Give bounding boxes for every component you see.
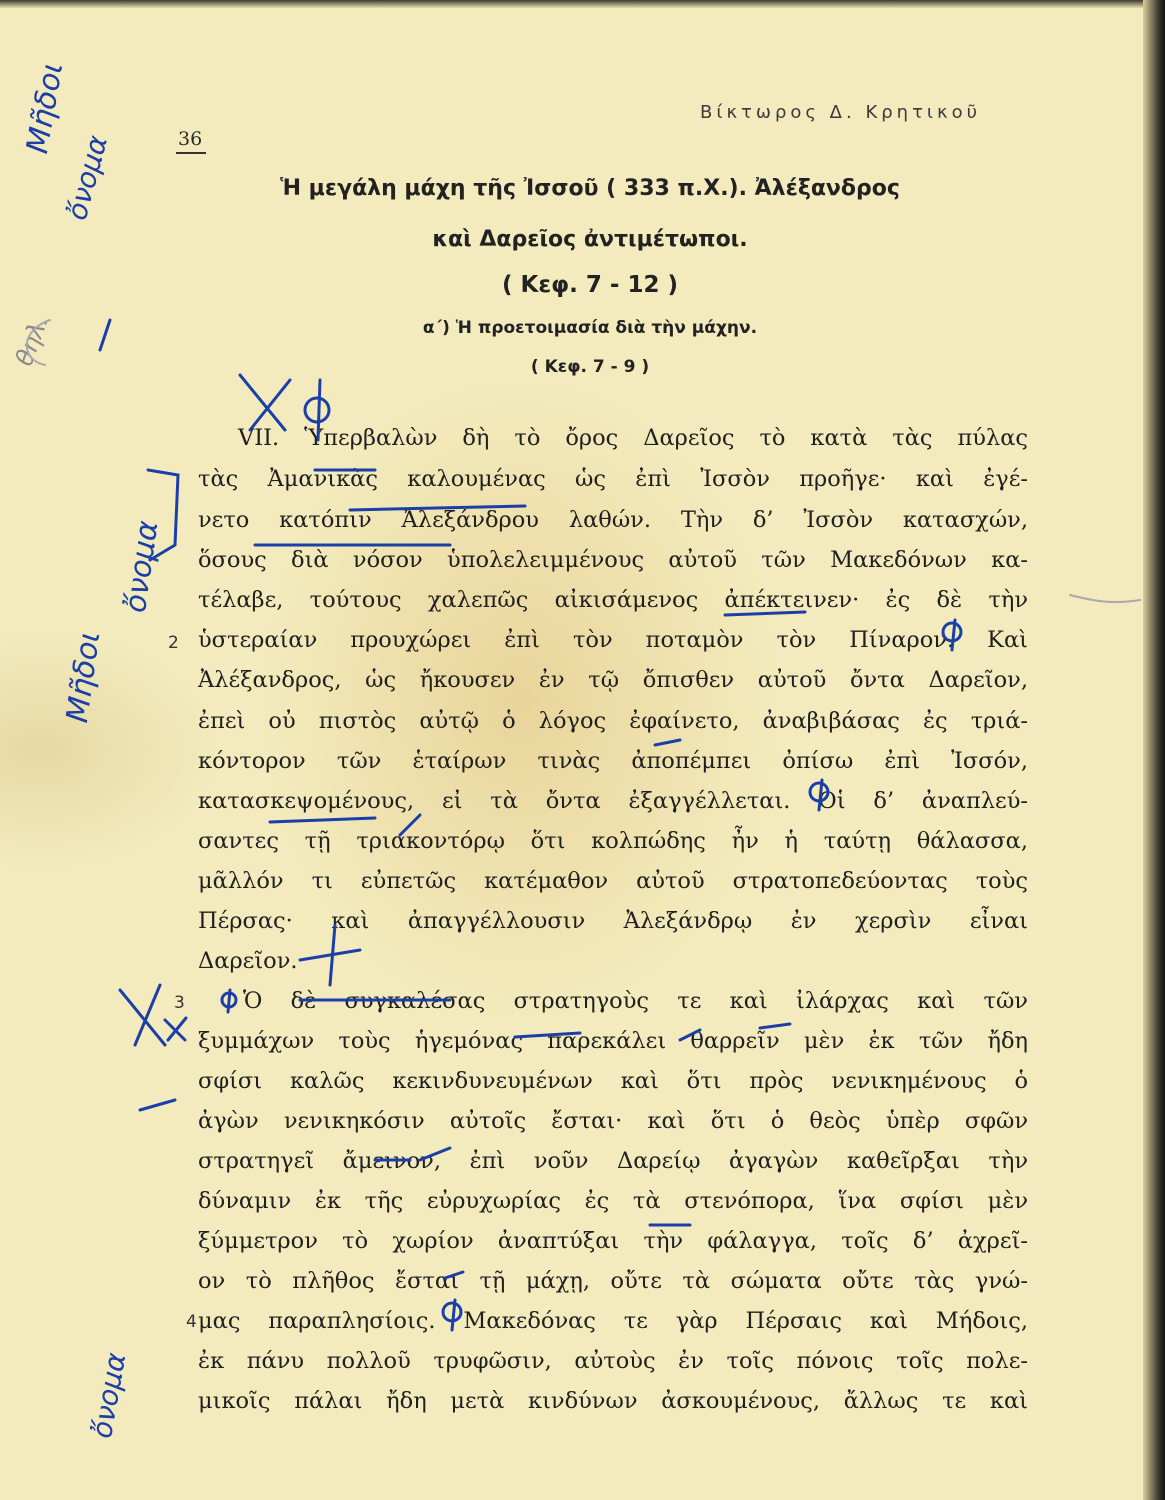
handwritten-note: ὄνομα (85, 1350, 133, 1441)
text-line: μικοῖς πάλαι ἤδη μετὰ κινδύνων ἀσκουμένους, ἄλλως τε καὶ (198, 1388, 1028, 1414)
text-line: μᾶλλόν τι εὐπετῶς κατέμαθον αὐτοῦ στρατοπεδεύοντας τοὺς (198, 868, 1028, 894)
text-line: τέλαβε, τούτους χαλεπῶς αἰκισάμενος ἀπέκτεινεν· ἐς δὲ τὴν (198, 587, 1028, 613)
text-line: ἐκ πάνυ πολλοῦ τρυφῶσιν, αὐτοὺς ἐν τοῖς πόνοις τοῖς πολε- (198, 1348, 1028, 1374)
section-number-2: 2 (168, 633, 179, 653)
text-line: ἐπεὶ οὐ πιστὸς αὐτῷ ὁ λόγος ἐφαίνετο, ἀναβιβάσας ἐς τριά- (198, 708, 1028, 734)
pencil-note: θηλ. (10, 311, 55, 370)
phi-mark-icon (222, 990, 236, 1012)
text-line: VII. Ὑπερβαλὼν δὴ τὸ ὄρος Δαρεῖος τὸ κατὰ τὰς πύλας (238, 425, 1028, 451)
chapter-title-line-1: Ἡ μεγάλη μάχη τῆς Ἰσσοῦ ( 333 π.Χ.). Ἀλέξανδρος (280, 176, 900, 201)
running-head: Βίκτωρος Δ. Κρητικοῦ (700, 102, 982, 123)
text-line: Πέρσας· καὶ ἀπαγγέλλουσιν Ἀλεξάνδρῳ ἐν χερσὶν εἶναι (198, 908, 1028, 934)
text-line: νετο κατόπιν Ἀλεξάνδρου λαθών. Τὴν δ’ Ἰσσὸν κατασχών, (198, 507, 1028, 533)
phi-mark-icon (810, 780, 828, 810)
phi-mark-icon (305, 380, 329, 440)
phi-mark-icon (943, 620, 961, 650)
handwritten-note: Μῆδοι (20, 59, 71, 157)
handwritten-note: Μῆδοι (60, 629, 108, 725)
strike-mark-icon (400, 815, 790, 1278)
handwritten-note: ὄνομα (60, 131, 115, 224)
text-line: ὅσους διὰ νόσον ὑπολελειμμένους αὐτοῦ τῶν Μακεδόνων κα- (198, 547, 1028, 573)
text-line: ον τὸ πλῆθος ἔσται τῇ μάχῃ, οὔτε τὰ σώματα οὔτε τὰς γνώ- (198, 1268, 1028, 1294)
text-line: ἀγὼν νενικηκόσιν αὐτοῖς ἔσται· καὶ ὅτι ὁ θεὸς ὑπὲρ σφῶν (198, 1108, 1028, 1134)
cross-mark-icon (300, 925, 360, 985)
handwritten-note: ὄνομα (118, 518, 166, 615)
text-line: κόντορον τῶν ἑταίρων τινὰς ἀποπέμπει ὀπίσω ἐπὶ Ἰσσόν, (198, 748, 1028, 774)
text-line: κατασκεψομένους, εἰ τὰ ὄντα ἐξαγγέλλεται. Οἱ δ’ ἀναπλεύ- (198, 788, 1028, 814)
page-number: 36 (178, 128, 203, 150)
text-line: ξύμμετρον τὸ χωρίον ἀναπτύξαι τὴν φάλαγγα, τοῖς δ’ ἀχρεῖ- (198, 1228, 1028, 1254)
text-line: Δαρεῖον. (198, 948, 298, 974)
text-line: τὰς Ἀμανικὰς καλουμένας ὡς ἐπὶ Ἰσσὸν προῆγε· καὶ ἐγέ- (198, 466, 1028, 492)
cross-mark-icon (240, 375, 290, 430)
pencil-mark-icon (27, 320, 1140, 602)
text-line: Ὁ δὲ συγκαλέσας στρατηγοὺς τε καὶ ἰλάρχας καὶ τῶν (243, 988, 1028, 1014)
text-line: ὑστεραίαν προυχώρει ἐπὶ τὸν ποταμὸν τὸν Πίναρον. Καὶ (198, 627, 1028, 653)
section-number-4: 4 (186, 1312, 197, 1332)
subsection-range: ( Κεφ. 7 - 9 ) (530, 357, 650, 377)
chapter-title-line-2: καὶ Δαρεῖος ἀντιμέτωποι. (432, 227, 748, 252)
text-line: σφίσι καλῶς κεκινδυνευμένων καὶ ὅτι πρὸς νενικημένους ὁ (198, 1068, 1028, 1094)
text-line: δύναμιν ἐκ τῆς εὐρυχωρίας ἐς τὰ στενόπορα, ἵνα σφίσι μὲν (198, 1188, 1028, 1214)
bracket-mark-icon (148, 470, 178, 560)
cross-mark-icon (165, 1018, 186, 1040)
margin-line-icon (100, 320, 175, 1110)
text-line: ξυμμάχων τοὺς ἡγεμόνας παρεκάλει θαρρεῖν μὲν ἐκ τῶν ἤδη (198, 1028, 1028, 1054)
phi-mark-icon (443, 1300, 461, 1330)
text-line: μας παραπλησίοις. Μακεδόνας τε γὰρ Πέρσαις καὶ Μήδοις, (198, 1308, 1028, 1334)
subsection-title: α΄) Ἡ προετοιμασία διὰ τὴν μάχην. (422, 318, 758, 338)
chapter-range: ( Κεφ. 7 - 12 ) (502, 272, 678, 298)
cross-mark-icon (120, 985, 165, 1045)
text-line: Ἀλέξανδρος, ὡς ἤκουσεν ἐν τῷ ὄπισθεν αὐτοῦ ὄντα Δαρεῖον, (198, 667, 1028, 693)
text-line: σαντες τῇ τριακοντόρῳ ὅτι κολπώδης ἦν ἡ ταύτῃ θάλασσα, (198, 828, 1028, 854)
underline-mark-icon (255, 470, 805, 1225)
text-line: στρατηγεῖ ἄμεινον, ἐπὶ νοῦν Δαρείῳ ἀγαγὼν καθεῖρξαι τὴν (198, 1148, 1028, 1174)
section-number-3: 3 (174, 993, 185, 1013)
